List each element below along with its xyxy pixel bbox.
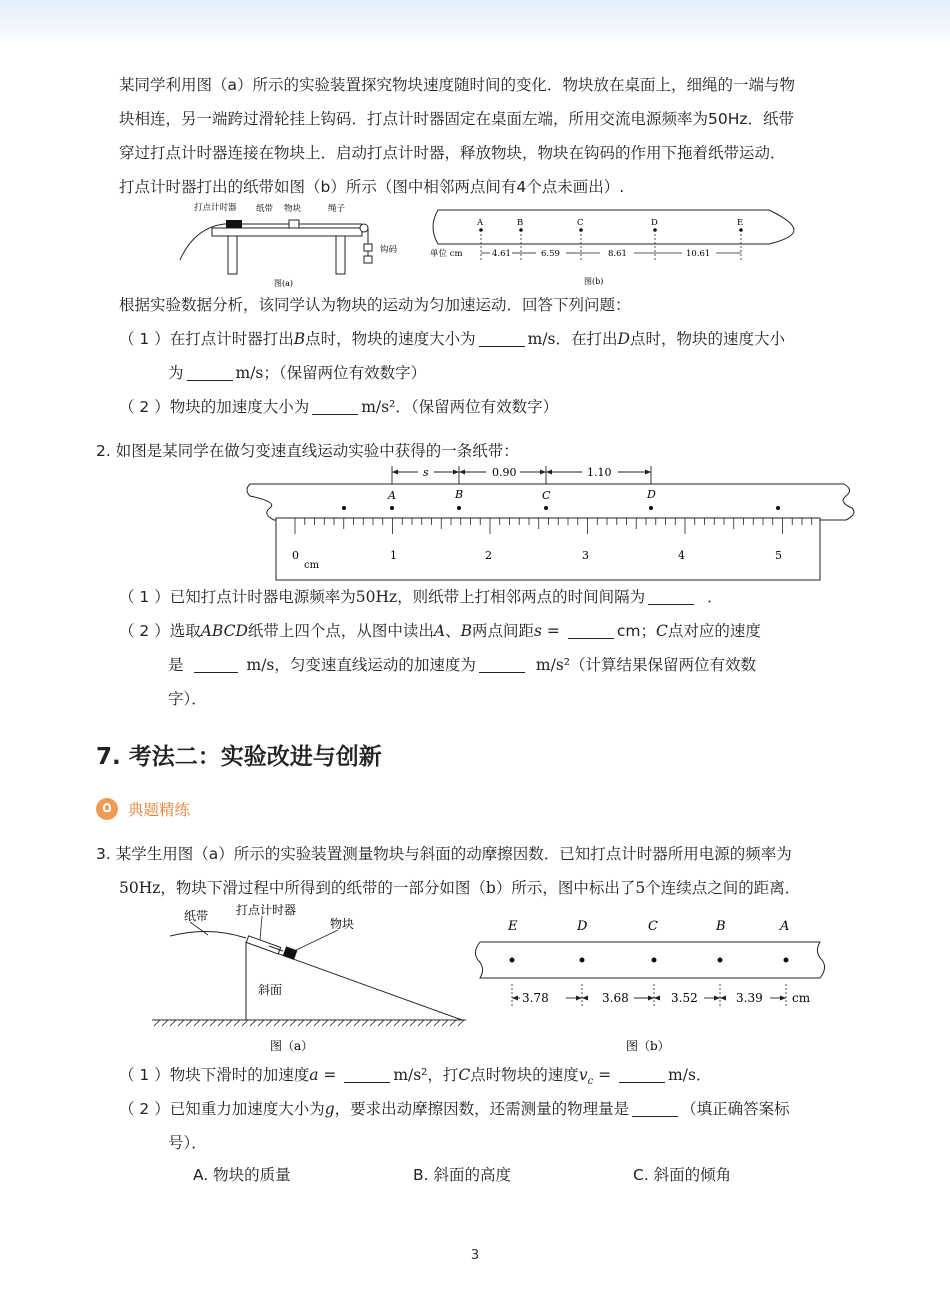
dim-1-10: 1.10 (587, 466, 612, 479)
fig3b-unit: cm (792, 991, 811, 1005)
ruler-num-2: 2 (485, 549, 492, 562)
lightbulb-icon (96, 798, 118, 820)
page-number: 3 (470, 1248, 480, 1263)
tape-point-D: D (647, 488, 656, 501)
answer-blank-vC[interactable] (194, 656, 238, 673)
tape-point-C: C (542, 489, 551, 502)
q1-sub1-line2: 为 m/s；（保留两位有效数字） (168, 364, 427, 382)
fig-a-label-weight: 钩码 (380, 245, 398, 255)
fig-a-label-rope: 绳子 (328, 204, 346, 214)
q1-analysis: 根据实验数据分析，该同学认为物块的运动为匀加速运动．回答下列问题： (119, 296, 631, 314)
q2-sub2-line1: （ 2 ）选取ABCD纸带上四个点，从图中读出A、B两点间距s = cm；C点对应的速度 (119, 622, 761, 640)
fig3b-point-E: E (508, 919, 518, 934)
fig-b-dist-1: 4.61 (492, 249, 511, 259)
answer-blank-q3-vc[interactable] (619, 1066, 665, 1083)
section-tag (96, 798, 190, 820)
ruler-num-4: 4 (678, 549, 685, 562)
q1-intro-line-4: 打点计时器打出的纸带如图（b）所示（图中相邻两点间有4个点未画出）. (119, 178, 625, 196)
answer-blank-accel[interactable] (312, 398, 358, 415)
answer-blank-q3-accel[interactable] (344, 1066, 390, 1083)
section-tag-label: 典题精练 (128, 801, 191, 819)
fig3a-caption: 图（a） (270, 1039, 314, 1053)
var-D: D (617, 330, 630, 348)
q1-figure-a (176, 198, 416, 290)
tape-point-B: B (455, 488, 464, 501)
q1-intro-line-2: 块相连，另一端跨过滑轮挂上钩码．打点计时器固定在桌面左端，所用交流电源频率为50Hz．纸带 (119, 110, 795, 128)
tape-point-A: A (388, 489, 396, 502)
dim-0-90: 0.90 (492, 466, 517, 479)
dim-s: s (423, 466, 429, 479)
answer-blank-q2-accel[interactable] (479, 656, 525, 673)
q2-sub2-line3: 字）． (168, 690, 207, 708)
fig-b-dist-3: 8.61 (608, 249, 627, 259)
fig3a-label-block: 物块 (330, 917, 355, 931)
fig-b-point-D: D (651, 218, 658, 228)
fig3b-point-A: A (780, 919, 790, 934)
q1-intro-line-3: 穿过打点计时器连接在物块上．启动打点计时器，释放物块，物块在钩码的作用下拖着纸带运动． (119, 144, 786, 162)
fig3b-point-D: D (577, 919, 588, 934)
fig-b-point-E: E (737, 218, 744, 228)
answer-blank-vD[interactable] (187, 364, 233, 381)
fig-a-label-tape: 纸带 (256, 204, 274, 214)
fig-a-label-block: 物块 (284, 204, 302, 214)
fig3b-point-C: C (648, 919, 658, 934)
q1-figure-b (424, 204, 804, 288)
fig3b-dist-2: 3.68 (602, 991, 629, 1005)
fig-b-unit: 单位 cm (430, 249, 463, 259)
answer-blank-q3-quantity[interactable] (632, 1100, 678, 1117)
q2-sub1: （ 1 ）已知打点计时器电源频率为50Hz，则纸带上打相邻两点的时间间隔为 ． (119, 588, 723, 606)
q2-sub2-line2: 是 m/s，匀变速直线运动的加速度为 m/s²（计算结果保留两位有效数 (168, 656, 757, 674)
fig3a-label-tape: 纸带 (184, 909, 209, 923)
fig3b-caption: 图（b） (626, 1039, 670, 1053)
ruler-num-5: 5 (775, 549, 782, 562)
q3-option-b[interactable]: B. 斜面的高度 (413, 1166, 511, 1184)
ruler-num-3: 3 (582, 549, 589, 562)
q3-sub2-line2: 号）． (168, 1134, 207, 1152)
fig-a-label-timer: 打点计时器 (194, 203, 237, 213)
q3-figure-b (468, 912, 828, 1060)
answer-blank-s[interactable] (568, 622, 614, 639)
fig3b-dist-4: 3.39 (736, 991, 763, 1005)
q2-figure-ruler-tape (240, 462, 860, 584)
q3-stem-line2: 50Hz，物块下滑过程中所得到的纸带的一部分如图（b）所示，图中标出了5个连续点之间的距离． (119, 879, 801, 897)
fig-b-point-C: C (577, 218, 584, 228)
fig-b-dist-2: 6.59 (541, 249, 560, 259)
section-title: 7. 考法二：实验改进与创新 (96, 744, 382, 770)
fig-b-point-A: A (477, 218, 484, 228)
q3-sub1: （ 1 ）物块下滑时的加速度a = m/s²，打C点时物块的速度$v_c = m/s$． (119, 1066, 712, 1088)
top-banner (0, 0, 950, 48)
fig3a-label-incline: 斜面 (258, 983, 283, 997)
ruler-unit: cm (304, 560, 320, 571)
q1-sub2: （ 2 ）物块的加速度大小为 m/s²．（保留两位有效数字） (119, 398, 559, 416)
fig3b-dist-3: 3.52 (671, 991, 698, 1005)
var-B: B (293, 330, 306, 348)
q3-sub2-line1: （ 2 ）已知重力加速度大小为g，要求出动摩擦因数，还需测量的物理量是 （填正确答案标 (119, 1100, 790, 1118)
q3-stem-line1: 3. 某学生用图（a）所示的实验装置测量物块与斜面的动摩擦因数．已知打点计时器所用电源的频率为 (96, 845, 792, 863)
answer-blank-vB[interactable] (479, 330, 525, 347)
q3-option-c[interactable]: C. 斜面的倾角 (633, 1166, 732, 1184)
answer-blank-interval[interactable] (648, 588, 694, 605)
fig-a-caption: 图(a) (274, 279, 294, 288)
fig3b-dist-1: 3.78 (522, 991, 549, 1005)
fig3a-label-timer: 打点计时器 (236, 903, 297, 917)
fig-b-dist-4: 10.61 (686, 249, 711, 259)
ruler-num-1: 1 (390, 549, 397, 562)
q1-intro-line-1: 某同学利用图（a）所示的实验装置探究物块速度随时间的变化．物块放在桌面上，细绳的一端与物 (119, 76, 796, 94)
q3-option-a[interactable]: A. 物块的质量 (193, 1166, 291, 1184)
q3-figure-a (150, 898, 470, 1060)
fig-b-point-B: B (517, 218, 524, 228)
fig3b-point-B: B (716, 919, 726, 934)
q1-sub1-line1: （ 1 ）在打点计时器打出B点时，物块的速度大小为 m/s．在打出D点时，物块的速度大小 (119, 330, 785, 348)
q2-stem: 2. 如图是某同学在做匀变速直线运动实验中获得的一条纸带： (96, 442, 519, 460)
ruler-num-0: 0 (292, 549, 299, 562)
fig-b-caption: 图(b) (584, 277, 604, 286)
